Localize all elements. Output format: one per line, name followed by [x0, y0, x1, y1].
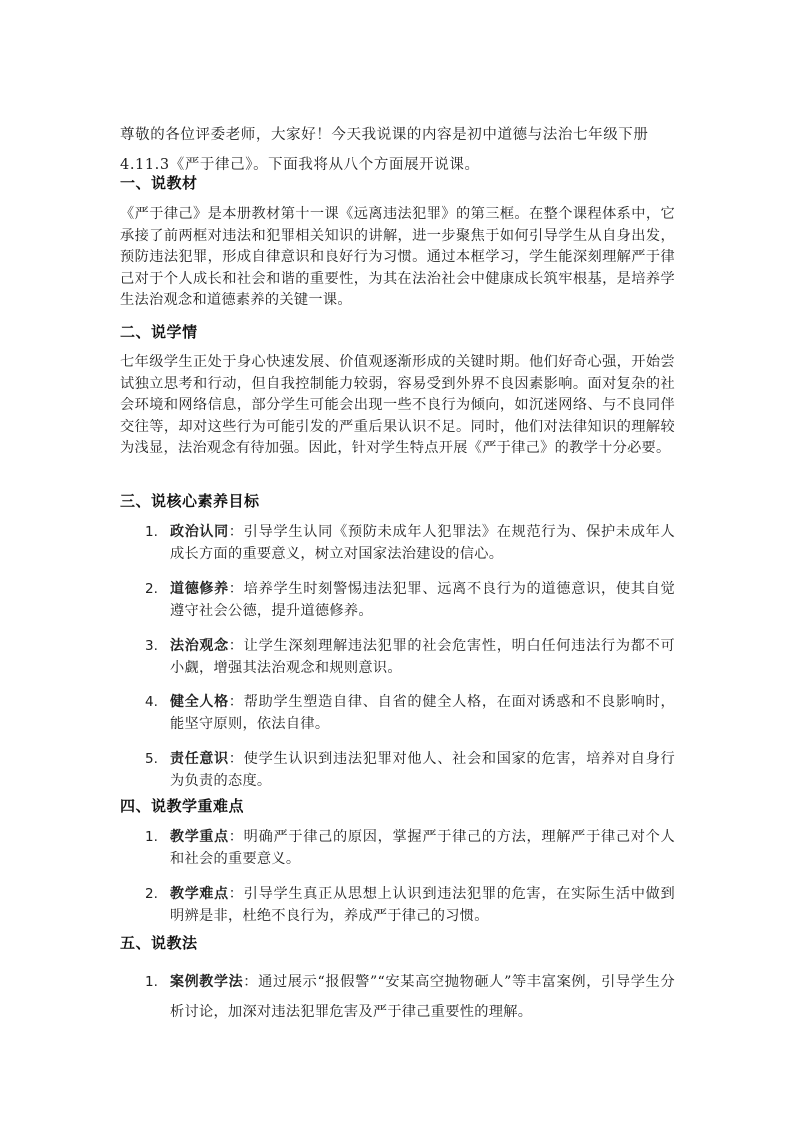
section-paragraph: 《严于律己》是本册教材第十一课《远离违法犯罪》的第三框。在整个课程体系中，它承接了前两框对违法和犯罪相关知识的讲解，进一步聚焦于如何引导学生从自身出发，预防违法犯罪，形成自律意识和良好行为习惯。通过本框学习，学生能深刻理解严于律己对于个人成长和社会和谐的重要性，为其在法治社会中健康成长筑牢根基，是培养学生法治观念和道德素养的关键一课。	[120, 206, 675, 308]
list-text: ：通过展示“报假警”“安某高空抛物砸人”等丰富案例，引导学生分析讨论，加深对违法犯罪危害及严于律己重要性的理解。	[170, 974, 675, 1020]
list-item	[120, 692, 675, 735]
list-item	[120, 967, 675, 1027]
list-text: ：引导学生真正从思想上认识到违法犯罪的危害，在实际生活中做到明辨是非，杜绝不良行为，养成严于律己的习惯。	[170, 886, 675, 924]
section-heading: 四、说教学重难点	[120, 797, 245, 815]
list-term: 教学难点	[170, 886, 229, 902]
list-number: 1.	[145, 829, 158, 845]
section-paragraph: 七年级学生正处于身心快速发展、价值观逐渐形成的关键时期。他们好奇心强，开始尝试独立思考和行动，但自我控制能力较弱，容易受到外界不良因素影响。面对复杂的社会环境和网络信息，部分学生可能会出现一些不良行为倾向，如沉迷网络、与不良同伴交往等，却对这些行为可能引发的严重后果认识不足。同时，他们对法律知识的理解较为浅显，法治观念有待加强。因此，针对学生特点开展《严于律己》的教学十分必要。	[120, 354, 675, 456]
section-heading: 一、说教材	[120, 174, 198, 192]
list-number: 2.	[145, 886, 158, 902]
list-item	[120, 749, 675, 792]
list-item	[120, 636, 675, 679]
intro-paragraph	[120, 120, 675, 180]
list-text: ：帮助学生塑造自律、自省的健全人格，在面对诱惑和不良影响时，能坚守原则，依法自律。	[170, 694, 675, 732]
list-term: 责任意识	[170, 751, 229, 767]
list-text: ：培养学生时刻警惕违法犯罪、远离不良行为的道德意识，使其自觉遵守社会公德，提升道德修养。	[170, 581, 675, 619]
intro-line-1: 尊敬的各位评委老师，大家好！今天我说课的内容是初中道德与法治七年级下册	[120, 127, 649, 143]
intro-line-2: 4.11.3《严于律己》。下面我将从八个方面展开说课。	[120, 157, 480, 173]
list-term: 教学重点	[170, 829, 229, 845]
list-term: 案例教学法	[170, 974, 244, 990]
list-text: ：使学生认识到违法犯罪对他人、社会和国家的危害，培养对自身行为负责的态度。	[170, 751, 675, 789]
list-term: 法治观念	[170, 638, 229, 654]
list-number: 1.	[145, 974, 158, 990]
list-item	[120, 579, 675, 622]
list-number: 3.	[145, 638, 158, 654]
list-text: ：明确严于律己的原因，掌握严于律己的方法，理解严于律己对个人和社会的重要意义。	[170, 829, 675, 867]
list-item	[120, 884, 675, 927]
section-heading: 五、说教法	[120, 934, 198, 952]
list-text: ：引导学生认同《预防未成年人犯罪法》在规范行为、保护未成年人成长方面的重要意义，树立对国家法治建设的信心。	[170, 524, 675, 562]
section-heading: 二、说学情	[120, 323, 198, 341]
list-number: 4.	[145, 694, 158, 710]
list-number: 2.	[145, 581, 158, 597]
list-item	[120, 827, 675, 870]
list-item	[120, 522, 675, 565]
list-number: 5.	[145, 751, 158, 767]
section-heading: 三、说核心素养目标	[120, 492, 260, 510]
list-term: 道德修养	[170, 581, 229, 597]
list-text: ：让学生深刻理解违法犯罪的社会危害性，明白任何违法行为都不可小觑，增强其法治观念和规则意识。	[170, 638, 675, 676]
list-number: 1.	[145, 524, 158, 540]
list-term: 健全人格	[170, 694, 229, 710]
list-term: 政治认同	[170, 524, 229, 540]
